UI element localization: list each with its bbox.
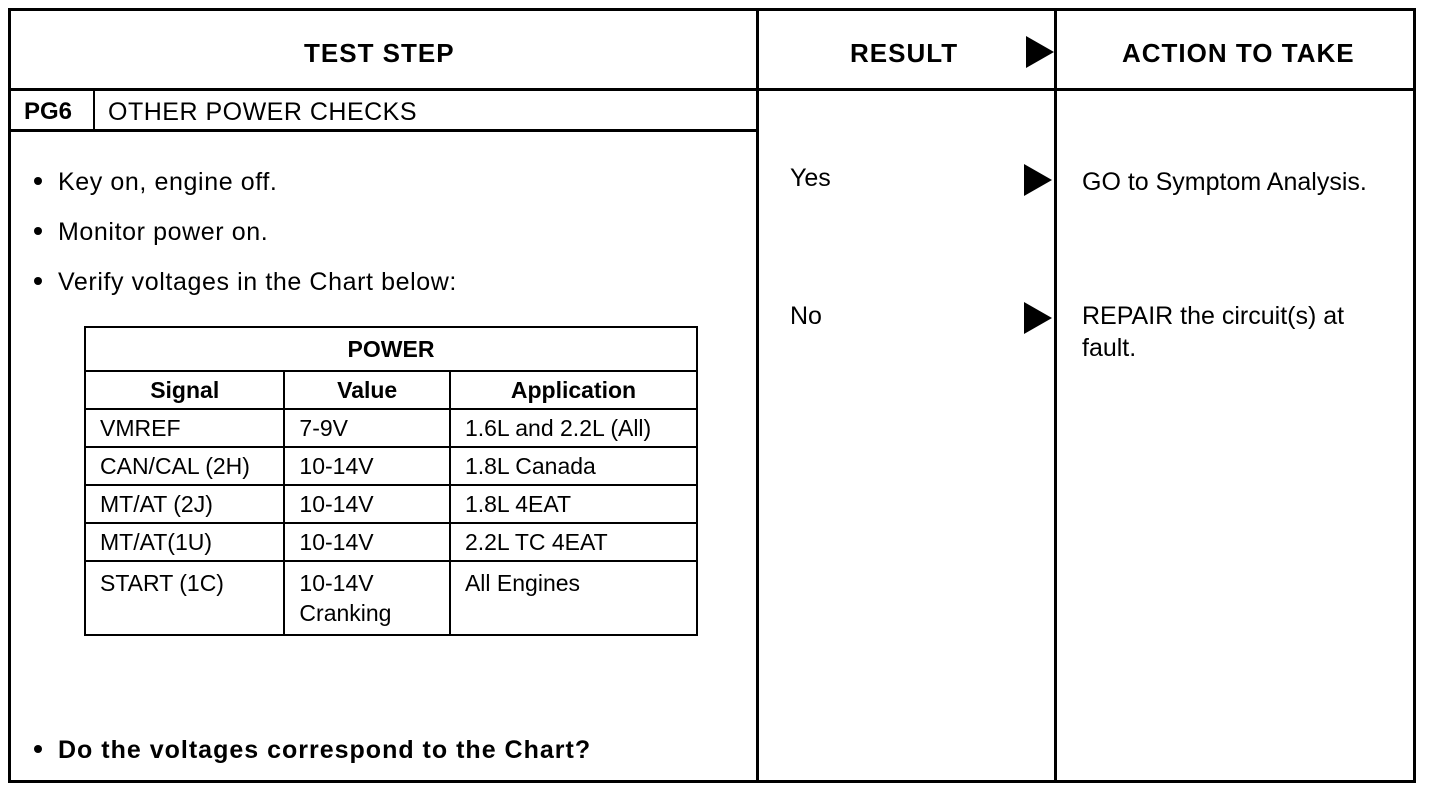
signal-cell: START (1C) [85,561,284,635]
step-code: PG6 [24,98,73,125]
step-title: OTHER POWER CHECKS [108,98,418,126]
value-cell: 7-9V [284,409,450,447]
application-cell: 1.8L Canada [450,447,697,485]
result-yes-arrow-icon [1024,164,1052,196]
bullet-item [34,168,277,197]
bullet-dot-icon [34,227,42,235]
application-cell: 1.8L 4EAT [450,485,697,523]
bullet-text: Verify voltages in the Chart below: [58,268,457,296]
header-divider [8,88,1416,91]
value-cell: 10-14V [284,523,450,561]
bullet-text: Key on, engine off. [58,168,278,196]
bullet-dot-icon [34,745,42,753]
column-divider-2 [1054,8,1057,783]
value-line: 10-14V [299,570,374,596]
application-cell: 2.2L TC 4EAT [450,523,697,561]
value-cell: 10-14V [284,447,450,485]
header-right-arrow-icon [1026,36,1054,68]
header-action-to-take: ACTION TO TAKE [1122,38,1355,68]
frame-top [8,8,1416,11]
frame-right [1413,8,1416,783]
bullet-text: Monitor power on. [58,218,269,246]
column-divider-1 [756,8,759,783]
table-row [85,485,697,523]
table-row [85,447,697,485]
signal-cell: MT/AT (2J) [85,485,284,523]
frame-bottom [8,780,1416,783]
action-line: REPAIR the circuit(s) at [1082,302,1345,330]
result-no: No [790,302,822,330]
action-line: fault. [1082,334,1137,362]
bullet-dot-icon [34,177,42,185]
application-cell: All Engines [450,561,697,635]
value-cell: 10-14V [284,485,450,523]
frame-left [8,8,11,783]
table-row [85,523,697,561]
step-code-divider [93,90,95,130]
action-no [1082,300,1344,364]
question-text: Do the voltages correspond to the Chart? [58,736,592,764]
power-table-title: POWER [85,327,697,371]
signal-cell: VMREF [85,409,284,447]
action-yes [1082,166,1367,198]
column-header-value: Value [284,371,450,409]
value-line: Cranking [299,600,392,626]
signal-cell: MT/AT(1U) [85,523,284,561]
header-result: RESULT [850,38,959,68]
header-test-step: TEST STEP [304,38,455,68]
application-cell: 1.6L and 2.2L (All) [450,409,697,447]
result-yes: Yes [790,164,831,192]
value-cell [284,561,450,635]
power-table [84,326,698,636]
column-header-application: Application [450,371,697,409]
table-row [85,561,697,635]
bullet-item [34,268,457,297]
bullet-dot-icon [34,277,42,285]
step-title-underline [8,129,756,132]
action-line: GO to Symptom Analysis. [1082,168,1367,196]
column-header-signal: Signal [85,371,284,409]
result-no-arrow-icon [1024,302,1052,334]
table-row [85,409,697,447]
signal-cell: CAN/CAL (2H) [85,447,284,485]
question-bullet [34,736,591,765]
bullet-item [34,218,268,247]
